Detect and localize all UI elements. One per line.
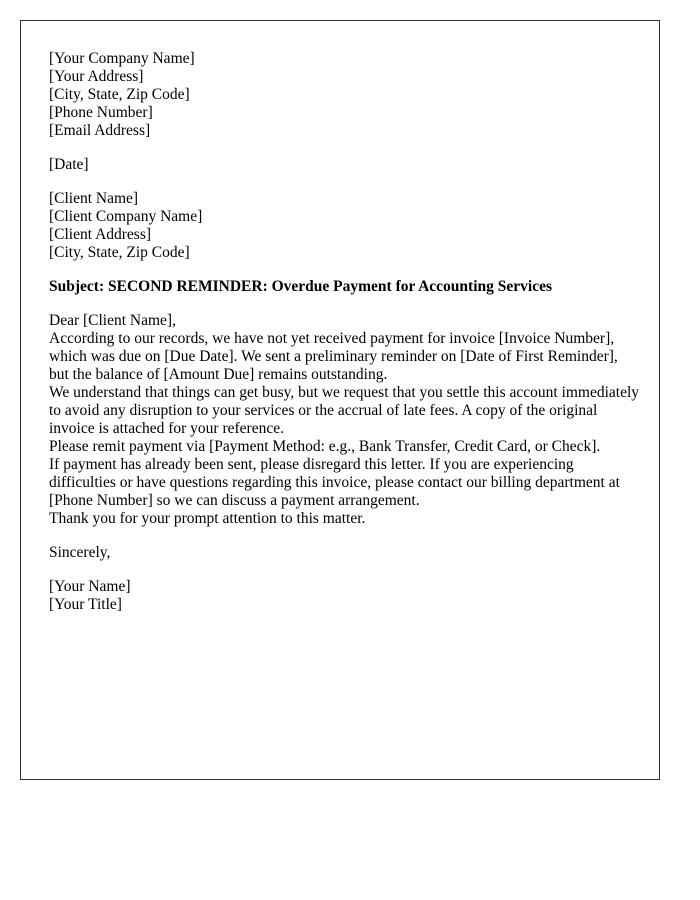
- paragraph-request: We understand that things can get busy, but we request that you settle this account immediately to avoid any disruption to your services or the accrual of late fees. A copy of the original invoice is attached for your reference.: [49, 384, 640, 437]
- recipient-block: [49, 190, 641, 262]
- salutation-block: [49, 312, 641, 330]
- paragraph-payment-status: According to our records, we have not yet received payment for invoice [Invoice Number], which was due on [Due Date]. We sent a preliminary reminder on [Date of First Reminder], but the balance of [Amount Due] remains outstanding.: [49, 330, 618, 383]
- sender-phone: [Phone Number]: [49, 104, 153, 121]
- sender-company: [Your Company Name]: [49, 50, 195, 67]
- signature-name: [Your Name]: [49, 578, 131, 595]
- closing: Sincerely,: [49, 544, 111, 561]
- closing-block: [49, 544, 641, 562]
- paragraph-contact: If payment has already been sent, please disregard this letter. If you are experiencing difficulties or have questions regarding this invoice, please contact our billing department at [Phone Number] so we can discuss a payment arrangement.: [49, 456, 620, 509]
- recipient-city-state-zip: [City, State, Zip Code]: [49, 244, 190, 261]
- recipient-name: [Client Name]: [49, 190, 139, 207]
- date-block: [49, 156, 641, 174]
- recipient-address: [Client Address]: [49, 226, 152, 243]
- signature-block: [49, 578, 641, 614]
- subject-block: [49, 278, 641, 296]
- sender-city-state-zip: [City, State, Zip Code]: [49, 86, 190, 103]
- paragraph-payment-method: Please remit payment via [Payment Method: e.g., Bank Transfer, Credit Card, or Check].: [49, 438, 601, 455]
- sender-block: [49, 50, 641, 140]
- paragraph-thanks: Thank you for your prompt attention to this matter.: [49, 510, 366, 527]
- signature-title: [Your Title]: [49, 596, 122, 613]
- letter-page: [20, 20, 660, 780]
- sender-email: [Email Address]: [49, 122, 151, 139]
- sender-address: [Your Address]: [49, 68, 144, 85]
- letter-date: [Date]: [49, 156, 89, 173]
- recipient-company: [Client Company Name]: [49, 208, 203, 225]
- letter-body: [49, 50, 641, 614]
- salutation: Dear [Client Name],: [49, 312, 176, 329]
- subject-line: Subject: SECOND REMINDER: Overdue Payment for Accounting Services: [49, 278, 552, 295]
